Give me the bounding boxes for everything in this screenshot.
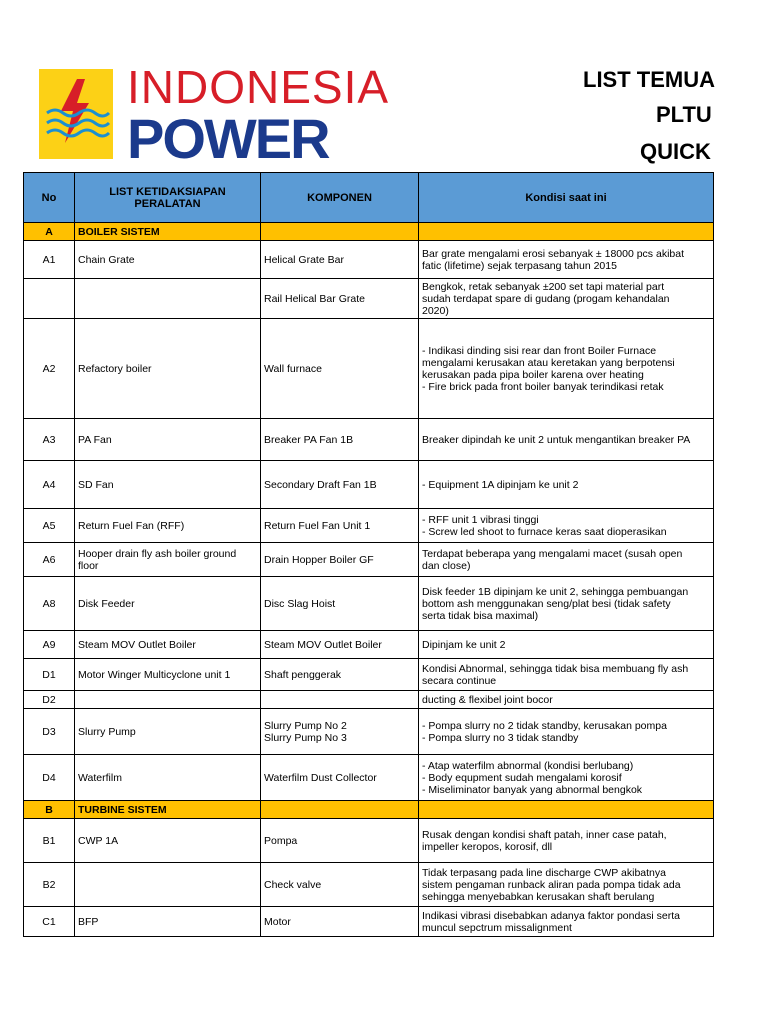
- cell-component: Drain Hopper Boiler GF: [261, 543, 419, 577]
- cell-component: Helical Grate Bar: [261, 241, 419, 279]
- cell-no: A2: [24, 319, 75, 419]
- cell-component: Disc Slag Hoist: [261, 577, 419, 631]
- cell-condition: Bar grate mengalami erosi sebanyak ± 18000 pcs akibat fatic (lifetime) sejak terpasang tahun 2015: [419, 241, 714, 279]
- table-row: [24, 631, 714, 659]
- cell-no: A4: [24, 461, 75, 509]
- cell-item: Slurry Pump: [75, 709, 261, 755]
- cell-no: A5: [24, 509, 75, 543]
- company-logo: [39, 69, 113, 159]
- cell-component: Pompa: [261, 819, 419, 863]
- document-title-line2: PLTU: [656, 102, 712, 127]
- cell-component: Motor: [261, 907, 419, 937]
- cell-item: SD Fan: [75, 461, 261, 509]
- cell-no: A6: [24, 543, 75, 577]
- table-row: [24, 509, 714, 543]
- header-item: LIST KETIDAKSIAPAN PERALATAN: [75, 173, 261, 223]
- table-row: [24, 577, 714, 631]
- table-row: [24, 543, 714, 577]
- cell-component: Waterfilm Dust Collector: [261, 755, 419, 801]
- cell-item: Steam MOV Outlet Boiler: [75, 631, 261, 659]
- table-row: [24, 419, 714, 461]
- cell-condition: [419, 801, 714, 819]
- cell-item: Refactory boiler: [75, 319, 261, 419]
- cell-component: Breaker PA Fan 1B: [261, 419, 419, 461]
- cell-item: Motor Winger Multicyclone unit 1: [75, 659, 261, 691]
- cell-no: A9: [24, 631, 75, 659]
- cell-component: Steam MOV Outlet Boiler: [261, 631, 419, 659]
- cell-condition: [419, 223, 714, 241]
- cell-component: Wall furnace: [261, 319, 419, 419]
- table-row: [24, 659, 714, 691]
- table-row: [24, 709, 714, 755]
- cell-component: [261, 801, 419, 819]
- cell-condition: Terdapat beberapa yang mengalami macet (susah open dan close): [419, 543, 714, 577]
- cell-no: D1: [24, 659, 75, 691]
- cell-component: [261, 691, 419, 709]
- cell-item: BFP: [75, 907, 261, 937]
- cell-item: Return Fuel Fan (RFF): [75, 509, 261, 543]
- cell-condition: Breaker dipindah ke unit 2 untuk mengantikan breaker PA: [419, 419, 714, 461]
- cell-no: C1: [24, 907, 75, 937]
- header-condition: Kondisi saat ini: [419, 173, 714, 223]
- table-row: [24, 461, 714, 509]
- cell-item: PA Fan: [75, 419, 261, 461]
- cell-condition: Indikasi vibrasi disebabkan adanya faktor pondasi serta muncul sepctrum missalignment: [419, 907, 714, 937]
- table-row: [24, 241, 714, 279]
- cell-no: A: [24, 223, 75, 241]
- brand-name-top: INDONESIA: [127, 61, 390, 113]
- table-row: [24, 863, 714, 907]
- table-row: [24, 279, 714, 319]
- lightning-wave-icon: [39, 69, 113, 159]
- cell-no: D3: [24, 709, 75, 755]
- cell-component: Check valve: [261, 863, 419, 907]
- cell-condition: Bengkok, retak sebanyak ±200 set tapi material part sudah terdapat spare di gudang (progam kehandalan 2020): [419, 279, 714, 319]
- cell-item: CWP 1A: [75, 819, 261, 863]
- brand-name-bottom: POWER: [127, 107, 329, 170]
- table-body: [24, 223, 714, 937]
- table-header-row: [24, 173, 714, 223]
- cell-condition: Tidak terpasang pada line discharge CWP akibatnya sistem pengaman runback aliran pada pompa tidak ada sehingga menyebabkan kerusakan shaft berulang: [419, 863, 714, 907]
- cell-condition: - Atap waterfilm abnormal (kondisi berlubang) - Body equpment sudah mengalami korosif - Miseliminator banyak yang abnormal bengkok: [419, 755, 714, 801]
- table-row: [24, 819, 714, 863]
- cell-item: Disk Feeder: [75, 577, 261, 631]
- table-row: [24, 907, 714, 937]
- cell-no: D2: [24, 691, 75, 709]
- table-row: [24, 755, 714, 801]
- document-title-line1: LIST TEMUA: [583, 67, 715, 92]
- cell-condition: Disk feeder 1B dipinjam ke unit 2, sehingga pembuangan bottom ash menggunakan seng/plat besi (tidak safety serta tidak bisa maximal): [419, 577, 714, 631]
- cell-no: B1: [24, 819, 75, 863]
- cell-no: A3: [24, 419, 75, 461]
- cell-condition: Dipinjam ke unit 2: [419, 631, 714, 659]
- document-title-line3: QUICK: [640, 139, 711, 164]
- cell-item: [75, 691, 261, 709]
- cell-item: Waterfilm: [75, 755, 261, 801]
- table-row: [24, 691, 714, 709]
- table-row: [24, 319, 714, 419]
- cell-item: Chain Grate: [75, 241, 261, 279]
- cell-condition: ducting & flexibel joint bocor: [419, 691, 714, 709]
- section-row: [24, 223, 714, 241]
- cell-condition: - Equipment 1A dipinjam ke unit 2: [419, 461, 714, 509]
- cell-no: B: [24, 801, 75, 819]
- cell-item: [75, 279, 261, 319]
- cell-item: TURBINE SISTEM: [75, 801, 261, 819]
- cell-item: Hooper drain fly ash boiler ground floor: [75, 543, 261, 577]
- header-component: KOMPONEN: [261, 173, 419, 223]
- cell-component: Secondary Draft Fan 1B: [261, 461, 419, 509]
- cell-component: Return Fuel Fan Unit 1: [261, 509, 419, 543]
- cell-item: BOILER SISTEM: [75, 223, 261, 241]
- cell-no: D4: [24, 755, 75, 801]
- section-row: [24, 801, 714, 819]
- cell-condition: - Pompa slurry no 2 tidak standby, kerusakan pompa - Pompa slurry no 3 tidak standby: [419, 709, 714, 755]
- cell-condition: Rusak dengan kondisi shaft patah, inner case patah, impeller keropos, korosif, dll: [419, 819, 714, 863]
- cell-no: B2: [24, 863, 75, 907]
- cell-no: [24, 279, 75, 319]
- findings-table: [23, 172, 714, 937]
- cell-component: Rail Helical Bar Grate: [261, 279, 419, 319]
- cell-condition: Kondisi Abnormal, sehingga tidak bisa membuang fly ash secara continue: [419, 659, 714, 691]
- cell-item: [75, 863, 261, 907]
- header-no: No: [24, 173, 75, 223]
- cell-no: A1: [24, 241, 75, 279]
- cell-condition: - RFF unit 1 vibrasi tinggi - Screw led shoot to furnace keras saat dioperasikan: [419, 509, 714, 543]
- cell-component: Slurry Pump No 2 Slurry Pump No 3: [261, 709, 419, 755]
- cell-component: Shaft penggerak: [261, 659, 419, 691]
- cell-no: A8: [24, 577, 75, 631]
- cell-condition: - Indikasi dinding sisi rear dan front Boiler Furnace mengalami kerusakan atau keretakan yang berpotensi kerusakan pada pipa boiler karena over heating - Fire brick pada front boiler banyak terindikasi retak: [419, 319, 714, 419]
- cell-component: [261, 223, 419, 241]
